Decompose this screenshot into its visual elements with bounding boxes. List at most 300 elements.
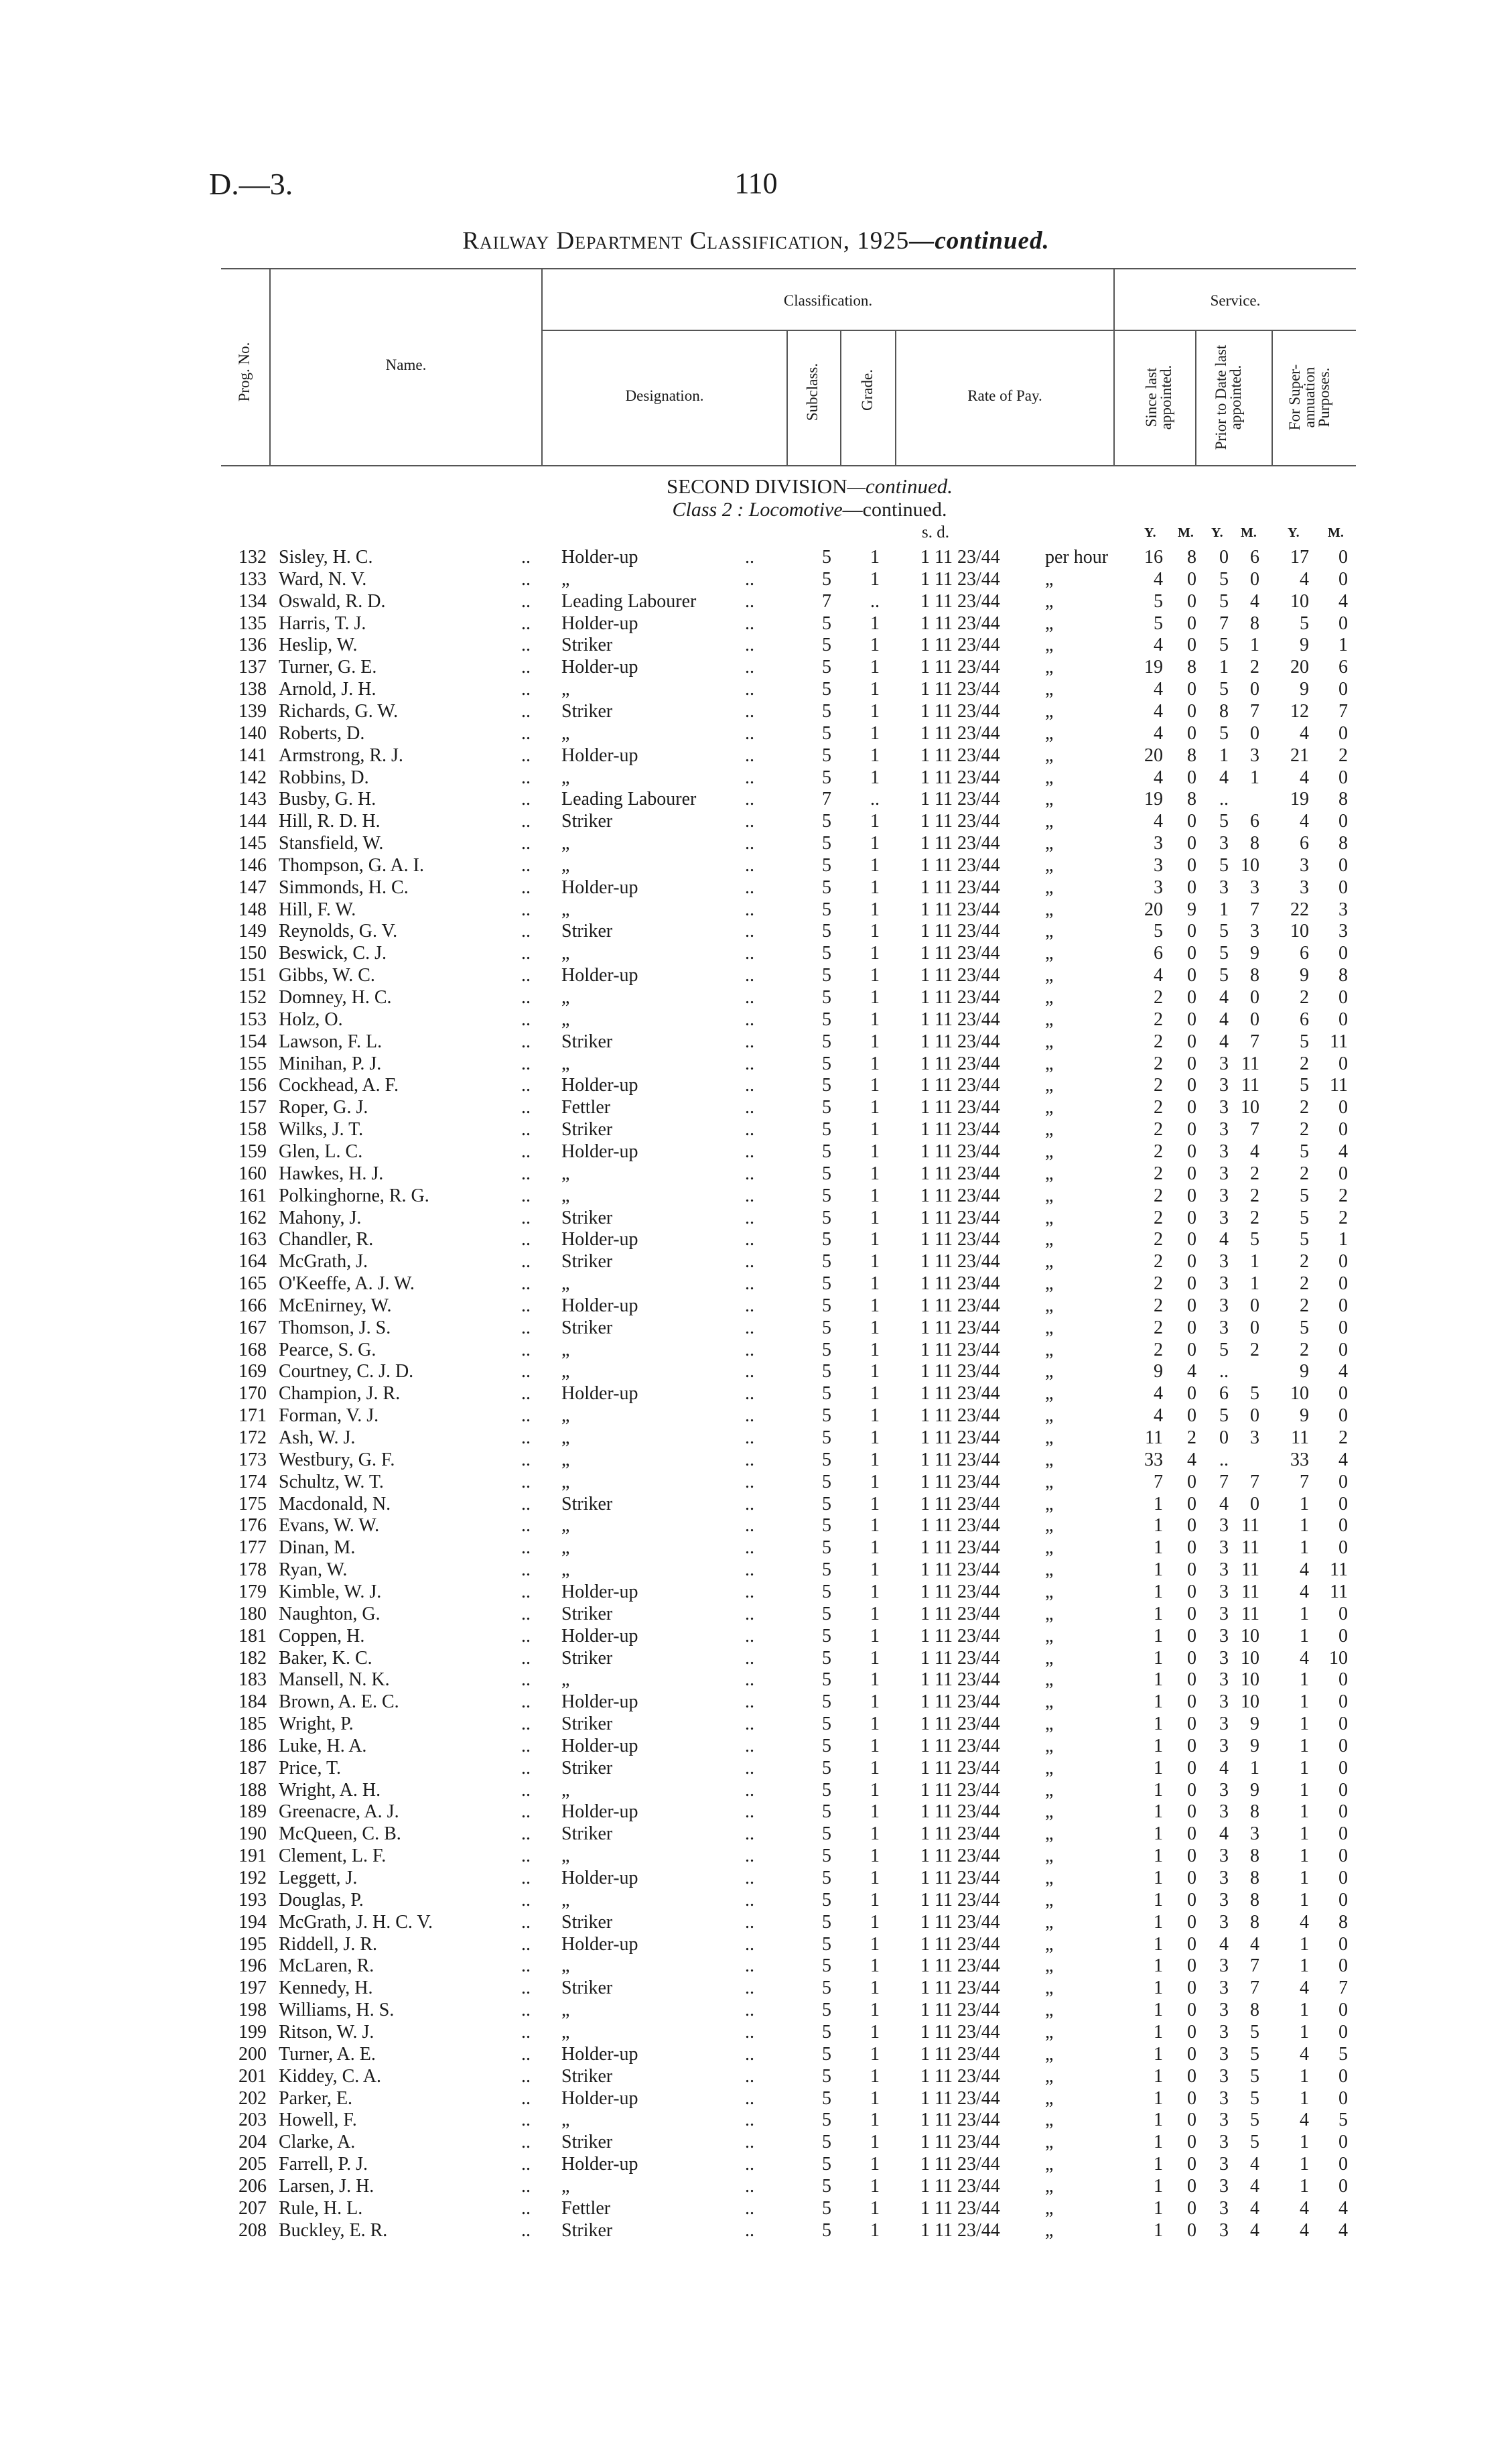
- leader-dots: ..: [745, 1559, 754, 1580]
- leader-dots: ..: [521, 1890, 531, 1910]
- prior-months: 4: [1250, 591, 1259, 612]
- employee-name: Mansell, N. K.: [279, 1669, 390, 1690]
- employee-name: Ryan, W.: [279, 1559, 348, 1580]
- designation: Holder-up: [561, 1141, 638, 1162]
- employee-name: Wright, A. H.: [279, 1780, 381, 1801]
- rate-of-pay: 1 11 23/44: [920, 635, 1000, 655]
- employee-name: Glen, L. C.: [279, 1141, 363, 1162]
- since-last-months: 0: [1187, 635, 1196, 655]
- grade: ..: [870, 591, 880, 612]
- since-last-months: 0: [1187, 2088, 1196, 2109]
- employee-name: Howell, F.: [279, 2110, 357, 2130]
- prior-years: 5: [1219, 965, 1229, 986]
- ditto-mark: „: [1045, 1978, 1054, 1998]
- superannuation-months: 0: [1338, 1604, 1348, 1624]
- prior-months: 3: [1250, 745, 1259, 766]
- subclass: 5: [822, 767, 831, 788]
- leader-dots: ..: [521, 1669, 531, 1690]
- prior-months: 3: [1250, 877, 1259, 898]
- table-row: [0, 1009, 1512, 1031]
- subclass: 5: [822, 1208, 831, 1228]
- prior-years: 4: [1219, 1031, 1229, 1052]
- superannuation-years: 2: [1300, 1163, 1309, 1184]
- since-last-years: 1: [1154, 2000, 1163, 2020]
- leader-dots: ..: [745, 1581, 754, 1602]
- designation: „: [561, 1273, 570, 1294]
- ditto-mark: „: [1045, 833, 1054, 854]
- designation: „: [561, 987, 570, 1008]
- superannuation-years: 4: [1300, 1978, 1309, 1998]
- leader-dots: ..: [521, 1801, 531, 1822]
- designation: Holder-up: [561, 1691, 638, 1712]
- prog-number: 200: [238, 2044, 267, 2065]
- subclass: 5: [822, 2066, 831, 2087]
- superannuation-years: 1: [1300, 2176, 1309, 2197]
- since-last-years: 1: [1154, 1934, 1163, 1955]
- since-last-years: 4: [1154, 679, 1163, 700]
- prog-number: 176: [238, 1515, 267, 1536]
- grade: 1: [870, 1163, 880, 1184]
- superannuation-months: 2: [1338, 745, 1348, 766]
- designation: Striker: [561, 1494, 613, 1514]
- employee-name: McGrath, J.: [279, 1251, 368, 1272]
- subclass: 5: [822, 1427, 831, 1448]
- leader-dots: ..: [521, 1978, 531, 1998]
- leader-dots: ..: [521, 1075, 531, 1096]
- ditto-mark: „: [1045, 2132, 1054, 2152]
- ditto-mark: „: [1045, 2022, 1054, 2043]
- since-last-months: 0: [1187, 1405, 1196, 1426]
- rate-of-pay: 1 11 23/44: [920, 943, 1000, 964]
- leader-dots: ..: [521, 2088, 531, 2109]
- leader-dots: ..: [521, 965, 531, 986]
- prog-number: 158: [238, 1119, 267, 1140]
- employee-name: Greenacre, A. J.: [279, 1801, 399, 1822]
- designation: Striker: [561, 1317, 613, 1338]
- superannuation-years: 2: [1300, 1251, 1309, 1272]
- since-last-months: 0: [1187, 811, 1196, 832]
- leader-dots: ..: [521, 1251, 531, 1272]
- subclass: 5: [822, 2176, 831, 2197]
- since-last-years: 9: [1154, 1361, 1163, 1382]
- since-last-years: 2: [1154, 1053, 1163, 1074]
- rate-of-pay: 1 11 23/44: [920, 1736, 1000, 1756]
- prog-number: 150: [238, 943, 267, 964]
- designation: „: [561, 2176, 570, 2197]
- leader-dots: ..: [745, 2176, 754, 2197]
- employee-name: Rule, H. L.: [279, 2198, 363, 2219]
- superannuation-months: 0: [1338, 1119, 1348, 1140]
- rate-of-pay: 1 11 23/44: [920, 1163, 1000, 1184]
- since-last-months: 0: [1187, 1053, 1196, 1074]
- grade: 1: [870, 569, 880, 590]
- designation: Holder-up: [561, 547, 638, 568]
- employee-name: Turner, A. E.: [279, 2044, 376, 2065]
- since-last-months: 0: [1187, 569, 1196, 590]
- rate-of-pay: 1 11 23/44: [920, 1185, 1000, 1206]
- prog-number: 147: [238, 877, 267, 898]
- subclass: 5: [822, 2220, 831, 2241]
- rate-of-pay: 1 11 23/44: [920, 1340, 1000, 1360]
- table-row: [0, 2043, 1512, 2065]
- leader-dots: ..: [521, 2110, 531, 2130]
- prior-years: 5: [1219, 591, 1229, 612]
- table-row: [0, 1405, 1512, 1427]
- ditto-mark: „: [1045, 1758, 1054, 1778]
- leader-dots: ..: [745, 1383, 754, 1404]
- ditto-mark: „: [1045, 569, 1054, 590]
- rate-of-pay: 1 11 23/44: [920, 1581, 1000, 1602]
- superannuation-years: 1: [1300, 1758, 1309, 1778]
- designation: Striker: [561, 921, 613, 942]
- designation: „: [561, 1340, 570, 1360]
- designation: Striker: [561, 1978, 613, 1998]
- rate-of-pay: 1 11 23/44: [920, 789, 1000, 809]
- designation: Fettler: [561, 1097, 611, 1118]
- subclass: 5: [822, 1758, 831, 1778]
- grade: 1: [870, 2198, 880, 2219]
- leader-dots: ..: [521, 2044, 531, 2065]
- superannuation-years: 2: [1300, 1340, 1309, 1360]
- leader-dots: ..: [521, 1955, 531, 1976]
- prior-years: 3: [1219, 1053, 1229, 1074]
- grade: 1: [870, 2220, 880, 2241]
- table-row: [0, 1053, 1512, 1075]
- designation: Striker: [561, 2132, 613, 2152]
- since-last-months: 0: [1187, 2022, 1196, 2043]
- superannuation-months: 0: [1338, 1955, 1348, 1976]
- grade: 1: [870, 547, 880, 568]
- since-last-months: 0: [1187, 943, 1196, 964]
- rate-of-pay: 1 11 23/44: [920, 2110, 1000, 2130]
- since-last-years: 20: [1144, 899, 1163, 920]
- designation: Striker: [561, 1648, 613, 1669]
- since-last-months: 0: [1187, 2044, 1196, 2065]
- prior-years: 3: [1219, 1317, 1229, 1338]
- rate-of-pay: 1 11 23/44: [920, 1317, 1000, 1338]
- prior-months: 5: [1250, 1229, 1259, 1250]
- ditto-mark: „: [1045, 1009, 1054, 1030]
- since-last-months: 4: [1187, 1361, 1196, 1382]
- grade: 1: [870, 811, 880, 832]
- header-service: Service.: [1210, 292, 1261, 309]
- subclass: 5: [822, 855, 831, 876]
- prior-months: 9: [1250, 1713, 1259, 1734]
- prog-number: 188: [238, 1780, 267, 1801]
- prior-years: 0: [1219, 547, 1229, 568]
- superannuation-years: 2: [1300, 1273, 1309, 1294]
- prog-number: 171: [238, 1405, 267, 1426]
- prior-years: 5: [1219, 855, 1229, 876]
- employee-name: Naughton, G.: [279, 1604, 381, 1624]
- since-last-months: 0: [1187, 701, 1196, 722]
- employee-name: Cockhead, A. F.: [279, 1075, 399, 1096]
- since-last-months: 0: [1187, 1691, 1196, 1712]
- since-last-years: 4: [1154, 701, 1163, 722]
- prior-months: 7: [1250, 899, 1259, 920]
- prior-years: 3: [1219, 2110, 1229, 2130]
- table-row: [0, 986, 1512, 1009]
- prior-months: 11: [1241, 1581, 1259, 1602]
- leader-dots: ..: [745, 1801, 754, 1822]
- since-last-months: 0: [1187, 767, 1196, 788]
- since-last-months: 0: [1187, 1295, 1196, 1316]
- since-last-years: 1: [1154, 2176, 1163, 2197]
- since-last-years: 2: [1154, 1251, 1163, 1272]
- ditto-mark: „: [1045, 877, 1054, 898]
- employee-name: Oswald, R. D.: [279, 591, 386, 612]
- prog-number: 157: [238, 1097, 267, 1118]
- subclass: 7: [822, 789, 831, 809]
- since-last-years: 2: [1154, 1141, 1163, 1162]
- grade: 1: [870, 1053, 880, 1074]
- leader-dots: ..: [521, 547, 531, 568]
- superannuation-years: 10: [1290, 591, 1309, 612]
- since-last-months: 0: [1187, 2198, 1196, 2219]
- rate-of-pay: 1 11 23/44: [920, 1273, 1000, 1294]
- subclass: 5: [822, 1515, 831, 1536]
- prog-number: 194: [238, 1912, 267, 1933]
- employee-name: Lawson, F. L.: [279, 1031, 383, 1052]
- prog-number: 149: [238, 921, 267, 942]
- prior-months: 7: [1250, 1955, 1259, 1976]
- prior-months: 8: [1250, 1868, 1259, 1888]
- prog-number: 173: [238, 1449, 267, 1470]
- designation: Holder-up: [561, 2154, 638, 2175]
- grade: 1: [870, 2088, 880, 2109]
- subclass: 5: [822, 1097, 831, 1118]
- leader-dots: ..: [745, 1251, 754, 1272]
- since-last-years: 7: [1154, 1472, 1163, 1492]
- ditto-mark: „: [1045, 1890, 1054, 1910]
- ditto-mark: „: [1045, 1934, 1054, 1955]
- prog-number: 134: [238, 591, 267, 612]
- superannuation-months: 8: [1338, 1912, 1348, 1933]
- rate-of-pay: 1 11 23/44: [920, 767, 1000, 788]
- table-row: [0, 1360, 1512, 1382]
- header-name: Name.: [385, 357, 427, 373]
- superannuation-years: 1: [1300, 1823, 1309, 1844]
- leader-dots: ..: [745, 1031, 754, 1052]
- prior-months: 11: [1241, 1559, 1259, 1580]
- subclass: 5: [822, 1955, 831, 1976]
- employee-name: Harris, T. J.: [279, 613, 366, 634]
- superannuation-months: 11: [1330, 1581, 1348, 1602]
- leader-dots: ..: [745, 2110, 754, 2130]
- since-last-months: 0: [1187, 1713, 1196, 1734]
- leader-dots: ..: [745, 635, 754, 655]
- ditto-mark: „: [1045, 1515, 1054, 1536]
- prior-months: 7: [1250, 1472, 1259, 1492]
- superannuation-years: 1: [1300, 1780, 1309, 1801]
- rate-of-pay: 1 11 23/44: [920, 855, 1000, 876]
- prior-months: 4: [1250, 2154, 1259, 2175]
- table-row: [0, 590, 1512, 612]
- leader-dots: ..: [521, 1361, 531, 1382]
- leader-dots: ..: [521, 1097, 531, 1118]
- superannuation-months: 0: [1338, 987, 1348, 1008]
- since-last-years: 1: [1154, 1955, 1163, 1976]
- ditto-mark: „: [1045, 1823, 1054, 1844]
- prior-months: 0: [1250, 569, 1259, 590]
- grade: 1: [870, 1978, 880, 1998]
- since-last-years: 1: [1154, 2044, 1163, 2065]
- since-last-months: 0: [1187, 1758, 1196, 1778]
- since-last-years: 1: [1154, 1736, 1163, 1756]
- ditto-mark: „: [1045, 1075, 1054, 1096]
- prog-number: 189: [238, 1801, 267, 1822]
- since-last-years: 2: [1154, 1208, 1163, 1228]
- grade: 1: [870, 965, 880, 986]
- prog-number: 177: [238, 1537, 267, 1558]
- ditto-mark: „: [1045, 1736, 1054, 1756]
- superannuation-months: 0: [1338, 1295, 1348, 1316]
- ditto-mark: „: [1045, 1251, 1054, 1272]
- subclass: 5: [822, 1449, 831, 1470]
- subclass: 5: [822, 1736, 831, 1756]
- since-last-months: 0: [1187, 1119, 1196, 1140]
- grade: 1: [870, 1208, 880, 1228]
- prog-number: 154: [238, 1031, 267, 1052]
- prior-months: 0: [1250, 1494, 1259, 1514]
- prior-years: 4: [1219, 987, 1229, 1008]
- employee-name: Riddell, J. R.: [279, 1934, 378, 1955]
- grade: 1: [870, 855, 880, 876]
- superannuation-months: 0: [1338, 1405, 1348, 1426]
- table-row: [0, 1823, 1512, 1845]
- rate-of-pay: 1 11 23/44: [920, 2154, 1000, 2175]
- prog-number: 178: [238, 1559, 267, 1580]
- grade: 1: [870, 701, 880, 722]
- leader-dots: ..: [745, 1119, 754, 1140]
- superannuation-years: 9: [1300, 1405, 1309, 1426]
- prog-number: 204: [238, 2132, 267, 2152]
- superannuation-months: 0: [1338, 1801, 1348, 1822]
- since-last-months: 0: [1187, 1208, 1196, 1228]
- prog-number: 208: [238, 2220, 267, 2241]
- prog-number: 161: [238, 1185, 267, 1206]
- prior-years: 5: [1219, 1405, 1229, 1426]
- subclass: 5: [822, 1912, 831, 1933]
- prior-years: 5: [1219, 811, 1229, 832]
- prog-number: 193: [238, 1890, 267, 1910]
- designation: Holder-up: [561, 1801, 638, 1822]
- superannuation-years: 1: [1300, 1801, 1309, 1822]
- ditto-mark: „: [1045, 1185, 1054, 1206]
- prog-number: 144: [238, 811, 267, 832]
- designation: „: [561, 833, 570, 854]
- superannuation-months: 6: [1338, 657, 1348, 677]
- grade: 1: [870, 1758, 880, 1778]
- prog-number: 179: [238, 1581, 267, 1602]
- superannuation-years: 12: [1290, 701, 1309, 722]
- leader-dots: ..: [745, 547, 754, 568]
- header-subclass: Subclass.: [804, 363, 821, 422]
- grade: 1: [870, 1317, 880, 1338]
- superannuation-months: 0: [1338, 1934, 1348, 1955]
- ditto-mark: „: [1045, 1537, 1054, 1558]
- since-last-months: 0: [1187, 1472, 1196, 1492]
- leader-dots: ..: [745, 1427, 754, 1448]
- superannuation-years: 2: [1300, 987, 1309, 1008]
- since-last-months: 0: [1187, 1340, 1196, 1360]
- header-designation: Designation.: [625, 387, 704, 404]
- leader-dots: ..: [521, 789, 531, 809]
- ditto-mark: „: [1045, 1581, 1054, 1602]
- superannuation-months: 0: [1338, 613, 1348, 634]
- employee-name: Hawkes, H. J.: [279, 1163, 384, 1184]
- leader-dots: ..: [745, 1361, 754, 1382]
- rate-of-pay: 1 11 23/44: [920, 1780, 1000, 1801]
- since-last-years: 4: [1154, 723, 1163, 744]
- superannuation-years: 4: [1300, 569, 1309, 590]
- superannuation-months: 0: [1338, 2176, 1348, 2197]
- employee-name: Douglas, P.: [279, 1890, 364, 1910]
- rate-of-pay: 1 11 23/44: [920, 877, 1000, 898]
- prior-years: 3: [1219, 1141, 1229, 1162]
- since-last-years: 1: [1154, 1604, 1163, 1624]
- since-last-years: 1: [1154, 2110, 1163, 2130]
- table-row: [0, 1096, 1512, 1118]
- leader-dots: ..: [521, 1559, 531, 1580]
- table-row: [0, 2065, 1512, 2087]
- prior-years: 3: [1219, 2000, 1229, 2020]
- designation: Holder-up: [561, 745, 638, 766]
- table-row: [0, 1537, 1512, 1559]
- leader-dots: ..: [521, 1208, 531, 1228]
- rate-of-pay: 1 11 23/44: [920, 987, 1000, 1008]
- superannuation-months: 0: [1338, 1736, 1348, 1756]
- since-last-years: 33: [1144, 1449, 1163, 1470]
- rate-of-pay: 1 11 23/44: [920, 1383, 1000, 1404]
- since-last-years: 1: [1154, 1912, 1163, 1933]
- employee-name: Baker, K. C.: [279, 1648, 372, 1669]
- since-last-months: 0: [1187, 1494, 1196, 1514]
- designation: „: [561, 1427, 570, 1448]
- grade: 1: [870, 2044, 880, 2065]
- leader-dots: ..: [745, 1163, 754, 1184]
- subclass: 5: [822, 1185, 831, 1206]
- leader-dots: ..: [745, 591, 754, 612]
- subclass: 5: [822, 1890, 831, 1910]
- subclass: 5: [822, 1383, 831, 1404]
- superannuation-months: 1: [1338, 1229, 1348, 1250]
- superannuation-years: 1: [1300, 1934, 1309, 1955]
- prog-number: 186: [238, 1736, 267, 1756]
- grade: 1: [870, 613, 880, 634]
- rate-of-pay: 1 11 23/44: [920, 1449, 1000, 1470]
- designation: „: [561, 2110, 570, 2130]
- leader-dots: ..: [745, 1273, 754, 1294]
- since-last-months: 0: [1187, 1669, 1196, 1690]
- since-last-months: 8: [1187, 657, 1196, 677]
- table-row: [0, 568, 1512, 590]
- designation: Striker: [561, 1713, 613, 1734]
- superannuation-years: 1: [1300, 1626, 1309, 1646]
- prior-months: 7: [1250, 1031, 1259, 1052]
- ditto-mark: „: [1045, 789, 1054, 809]
- superannuation-years: 10: [1290, 921, 1309, 942]
- designation: Holder-up: [561, 2044, 638, 2065]
- rate-of-pay: 1 11 23/44: [920, 921, 1000, 942]
- superannuation-months: 4: [1338, 2198, 1348, 2219]
- designation: Striker: [561, 1823, 613, 1844]
- subclass: 5: [822, 1009, 831, 1030]
- prior-years: 3: [1219, 1669, 1229, 1690]
- ditto-mark: „: [1045, 1845, 1054, 1866]
- since-last-months: 0: [1187, 1031, 1196, 1052]
- since-last-years: 16: [1144, 547, 1163, 568]
